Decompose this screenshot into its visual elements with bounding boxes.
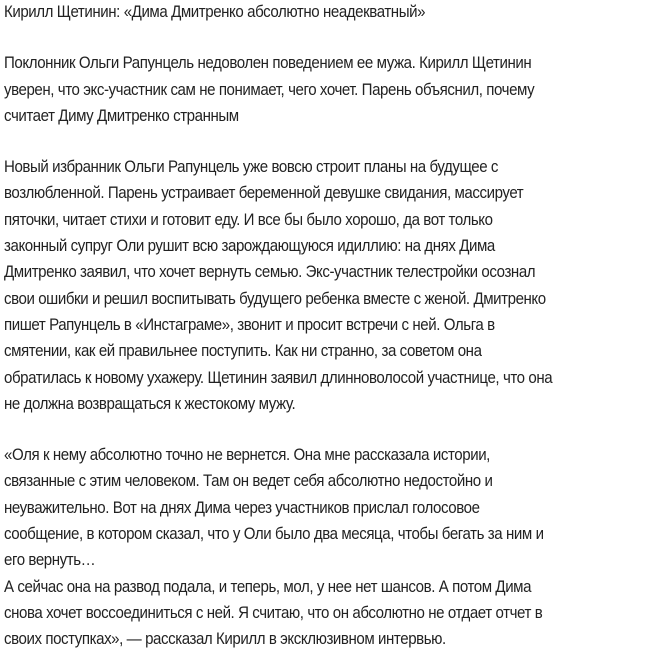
quote-line: А сейчас она на развод подала, и теперь, мол, у нее нет шансов. А потом Дима: [4, 577, 532, 596]
quote-line: неуважительно. Вот на днях Дима через участников прислал голосовое: [4, 498, 480, 517]
body-line: законный супруг Оли рушит всю зарождающуюся идиллию: на днях Дима: [4, 237, 495, 256]
quote-line: сообщение, в котором сказал, что у Оли было два месяца, чтобы бегать за ним и: [4, 525, 544, 544]
spacer: [4, 25, 666, 50]
body-line: возлюбленной. Парень устраивает беременной девушке свидания, массирует: [4, 184, 524, 203]
body-line: пяточки, читает стихи и готовит еду. И все бы было хорошо, да вот только: [4, 210, 493, 229]
quote-line: снова хочет воссоединиться с ней. Я считаю, что он абсолютно не отдает отчет в: [4, 603, 543, 622]
lead-line: Поклонник Ольги Рапунцель недоволен поведением ее мужа. Кирилл Щетинин: [4, 54, 532, 73]
lead-line: уверен, что экс-участник сам не понимает, чего хочет. Парень объяснил, почему: [4, 80, 535, 99]
quote-paragraph: [4, 442, 669, 652]
body-line: Новый избранник Ольги Рапунцель уже вовсю строит планы на будущее с: [4, 158, 499, 177]
article-title: [4, 0, 669, 25]
body-line: обратилась к новому ухажеру. Щетинин заявил длинноволосой участнице, что она: [4, 368, 553, 387]
quote-line: «Оля к нему абсолютно точно не вернется. Она мне рассказала истории,: [4, 446, 490, 465]
quote-line: своих поступках», — рассказал Кирилл в эксклюзивном интервью.: [4, 630, 446, 649]
lead-paragraph: [4, 50, 669, 129]
body-line: пишет Рапунцель в «Инстаграме», звонит и просит встречи с ней. Ольга в: [4, 315, 495, 334]
title-text: Кирилл Щетинин: «Дима Дмитренко абсолютно неадекватный»: [4, 3, 426, 21]
quote-line: его вернуть…: [4, 551, 96, 570]
body-line: смятении, как ей правильнее поступить. Как ни странно, за советом она: [4, 342, 482, 361]
body-paragraph: [4, 154, 669, 417]
spacer: [4, 417, 666, 442]
body-line: Дмитренко заявил, что хочет вернуть семью. Экс-участник телестройки осознал: [4, 263, 536, 282]
body-line: свои ошибки и решил воспитывать будущего ребенка вместе с женой. Дмитренко: [4, 289, 546, 308]
body-line: не должна возвращаться к жестокому мужу.: [4, 394, 296, 413]
lead-line: считает Диму Дмитренко странным: [4, 106, 239, 125]
spacer: [4, 129, 666, 154]
quote-line: связанные с этим человеком. Там он ведет себя абсолютно недостойно и: [4, 472, 493, 491]
